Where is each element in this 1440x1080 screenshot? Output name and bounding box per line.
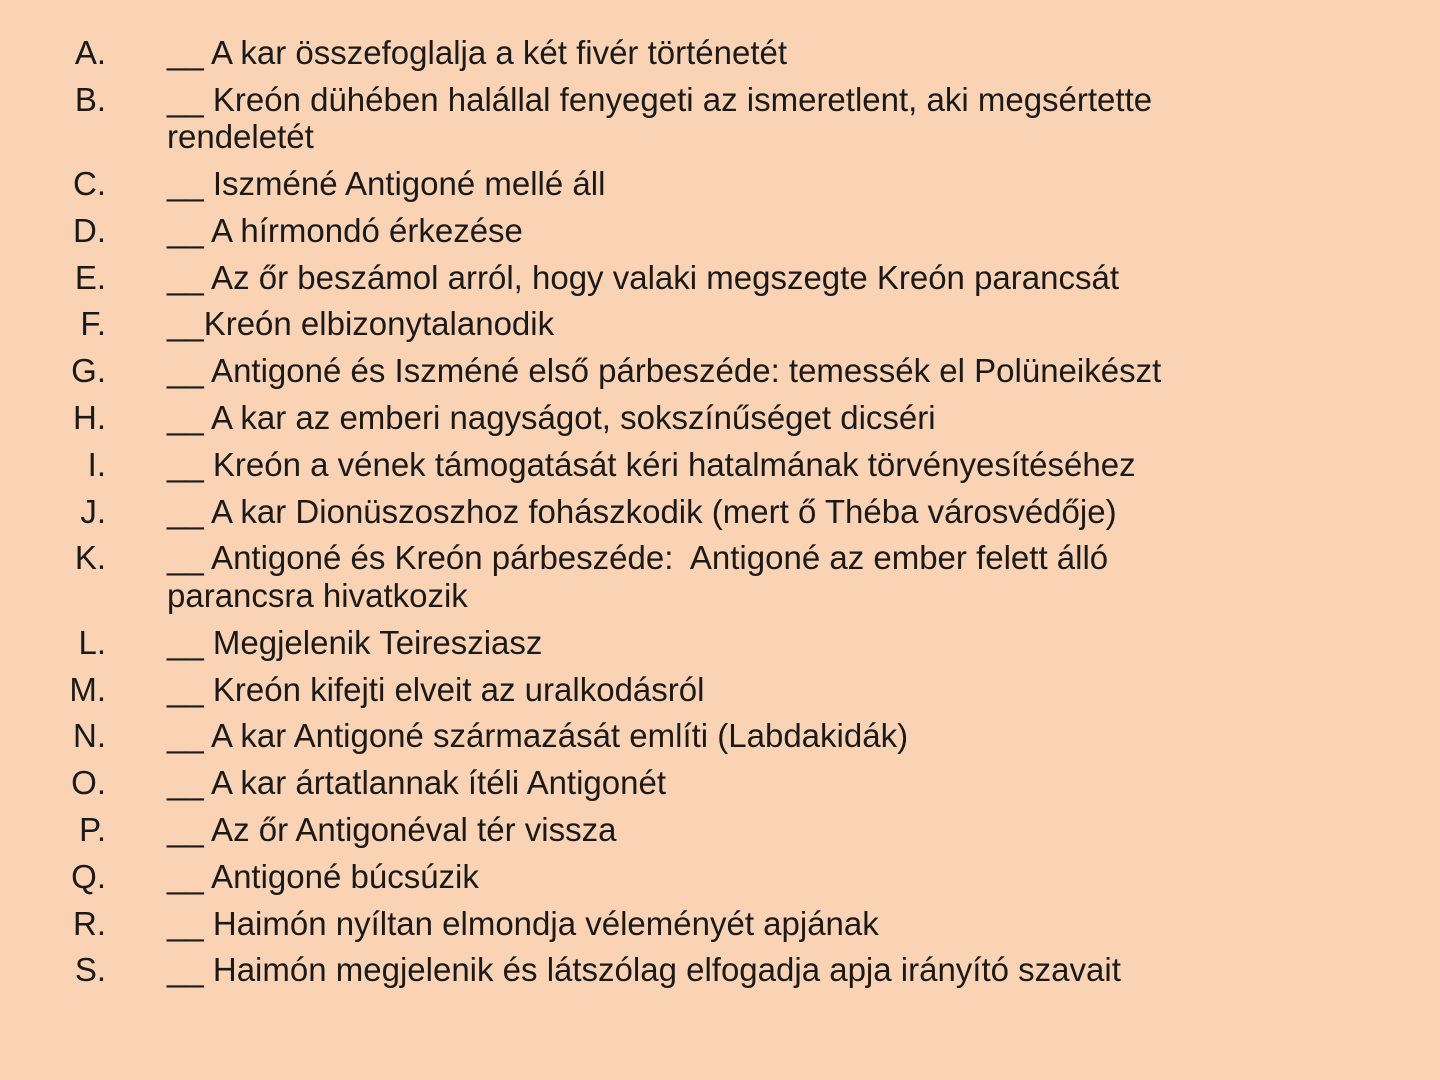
item-letter: S. [74,951,106,989]
item-text: __ A kar Dionüszoszhoz fohászkodik (mert ő Théba városvédője) [167,492,1117,530]
item-text: __ A kar az emberi nagyságot, sokszínűséget dicséri [167,399,936,437]
item-letter: D. [73,211,106,249]
item-text: __ Haimón megjelenik és látszólag elfogadja apja irányító szavait [167,951,1121,989]
item-letter: R. [73,904,106,942]
list-item-f [0,305,1440,343]
item-text: __ Antigoné és Kreón párbeszéde: Antigoné az ember felett álló parancsra hivatkozik [167,539,1109,614]
item-letter: N. [73,717,106,755]
list-item-h [0,399,1440,437]
list-item-m [0,671,1440,709]
item-text: __ Kreón a vének támogatását kéri hatalmának törvényesítéséhez [167,445,1136,483]
item-text: __ Megjelenik Teiresziasz [167,623,543,661]
list-item-o [0,764,1440,802]
item-text: __ A kar ártatlannak ítéli Antigonét [167,764,667,802]
list-item-g [0,352,1440,390]
item-letter: H. [73,399,106,437]
item-text: __ Antigoné és Iszméné első párbeszéde: temessék el Polüneikészt [167,352,1162,390]
list-item-j [0,493,1440,531]
list-item-r [0,905,1440,943]
list-item-a [0,34,1440,72]
list-item-n [0,717,1440,755]
item-letter: I. [87,445,106,483]
list-item-p [0,811,1440,849]
item-letter: B. [74,80,106,118]
item-text: __Kreón elbizonytalanodik [167,305,555,343]
item-letter: O. [71,764,106,802]
item-letter: F. [80,305,106,343]
item-letter: K. [74,539,106,577]
item-text: __ Kreón dühében halállal fenyegeti az ismeretlent, aki megsértette rendeletét [167,80,1153,156]
item-letter: G. [71,352,106,390]
item-letter: E. [74,258,106,296]
list-item-i [0,446,1440,484]
list-item-k [0,539,1440,614]
item-letter: P. [79,810,106,848]
list-item-b [0,81,1440,156]
item-text: __ Az őr Antigonéval tér vissza [167,810,617,848]
item-letter: C. [73,165,106,203]
item-text: __ Iszméné Antigoné mellé áll [167,165,606,203]
item-letter: M. [69,670,106,708]
item-text: __ Haimón nyíltan elmondja véleményét apjának [167,904,879,942]
item-text: __ Kreón kifejti elveit az uralkodásról [167,670,705,708]
list-item-q [0,858,1440,896]
list-item-s [0,951,1440,989]
item-letter: Q. [71,857,106,895]
list-item-l [0,624,1440,662]
item-letter: A. [74,34,106,71]
item-letter: J. [80,492,106,530]
item-text: __ A kar összefoglalja a két fivér történetét [167,34,788,71]
item-letter: L. [78,623,106,661]
ordering-list [0,34,1440,989]
item-text: __ A kar Antigoné származását említi (Labdakidák) [167,717,909,755]
list-item-c [0,165,1440,203]
list-item-e [0,259,1440,297]
item-text: __ A hírmondó érkezése [167,211,523,249]
item-text: __ Az őr beszámol arról, hogy valaki megszegte Kreón parancsát [167,258,1120,296]
item-text: __ Antigoné búcsúzik [167,857,479,895]
list-item-d [0,212,1440,250]
